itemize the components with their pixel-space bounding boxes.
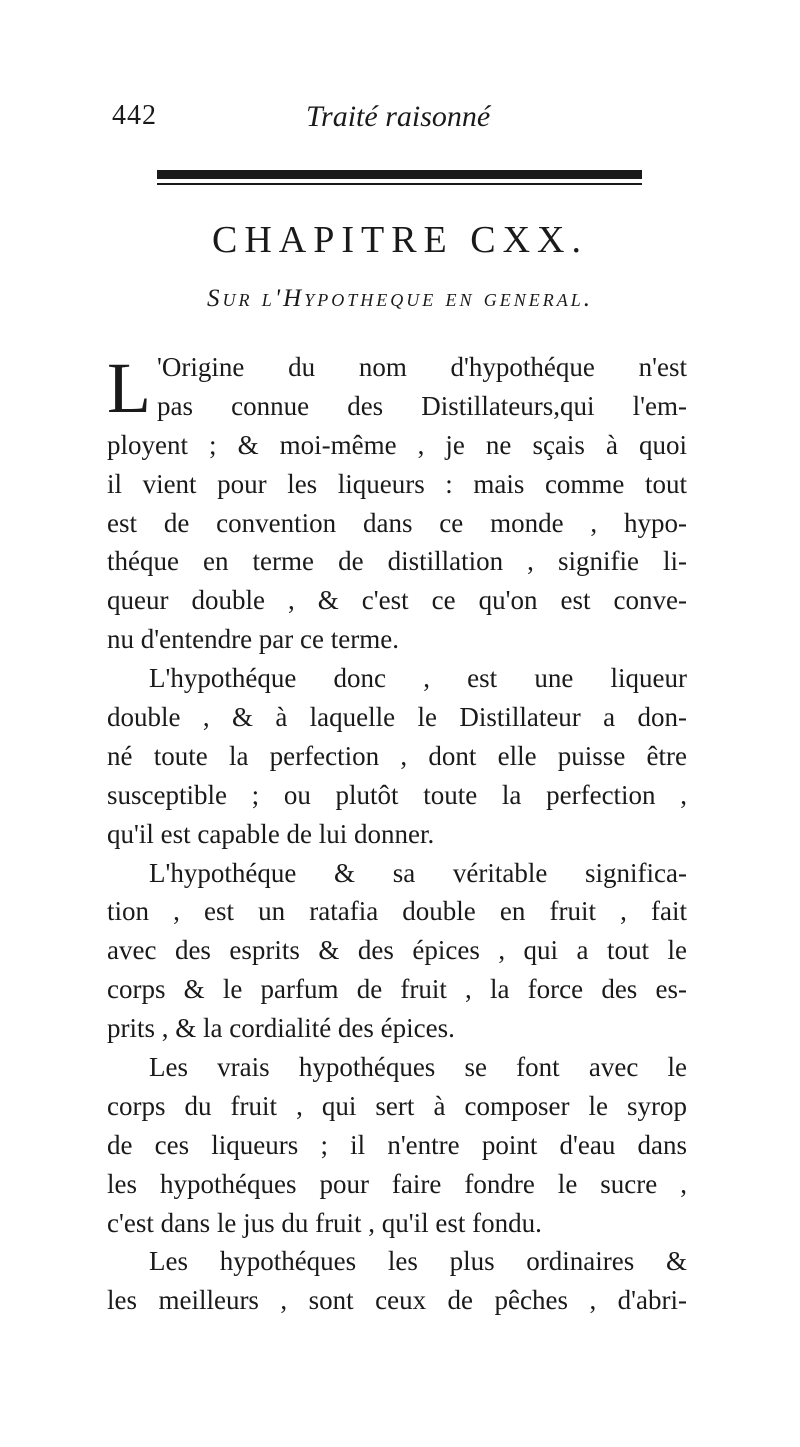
text-line: les meilleurs , sont ceux de pêches , d'abri-	[107, 1285, 687, 1316]
ornamental-rule	[157, 168, 642, 188]
text-line: qu'il est capable de lui donner.	[107, 818, 435, 849]
chapter-subtitle: Sur l'Hypotheque en general.	[207, 285, 593, 312]
first-paragraph	[107, 348, 687, 659]
text-line: les hypothéques pour faire fondre le sucre ,	[107, 1168, 687, 1199]
text-line: de ces liqueurs ; il n'entre point d'eau dans	[107, 1129, 687, 1160]
text-line: corps du fruit , qui sert à composer le syrop	[107, 1090, 687, 1121]
text-line: théque en terme de distillation , signifie li-	[107, 546, 687, 577]
text-line: ployent ; & moi-même , je ne sçais à quoi	[107, 429, 687, 460]
text-line: 'Origine du nom d'hypothéque n'est	[157, 352, 687, 382]
page-number: 442	[112, 100, 157, 131]
text-line: L'hypothéque donc , est une liqueur	[149, 663, 687, 694]
paragraph	[107, 1242, 687, 1320]
text-line: né toute la perfection , dont elle puisse être	[107, 740, 687, 771]
page-header	[0, 100, 800, 140]
chapter-title: CHAPITRE CXX.	[211, 219, 589, 261]
text-line: corps & le parfum de fruit , la force des es-	[107, 974, 687, 1005]
body-text	[107, 348, 687, 1320]
text-line: pas connue des Distillateurs,qui l'em-	[157, 390, 687, 421]
text-line: double , & à laquelle le Distillateur a don-	[107, 702, 687, 733]
drop-cap: L	[107, 348, 151, 428]
paragraph	[107, 1048, 687, 1242]
text-line: il vient pour les liqueurs : mais comme tout	[107, 468, 687, 499]
text-line: prits , & la cordialité des épices.	[107, 1013, 455, 1044]
text-line: susceptible ; ou plutôt toute la perfection ,	[107, 779, 687, 810]
running-title: Traité raisonné	[306, 100, 491, 133]
text-line: L'hypothéque & sa véritable significa-	[149, 857, 687, 888]
text-line: Les vrais hypothéques se font avec le	[149, 1052, 687, 1083]
text-line: tion , est un ratafia double en fruit , fait	[107, 896, 687, 927]
text-line: c'est dans le jus du fruit , qu'il est fondu.	[107, 1207, 542, 1238]
text-line: avec des esprits & des épices , qui a tout le	[107, 935, 687, 966]
paragraph	[107, 659, 687, 853]
rule-thick-line	[157, 170, 642, 179]
text-line: Les hypothéques les plus ordinaires &	[149, 1246, 687, 1277]
text-line: est de convention dans ce monde , hypo-	[107, 507, 687, 538]
text-line: nu d'entendre par ce terme.	[107, 624, 399, 655]
paragraph	[107, 854, 687, 1048]
text-line: queur double , & c'est ce qu'on est conve-	[107, 585, 687, 616]
rule-thin-line	[157, 183, 642, 185]
